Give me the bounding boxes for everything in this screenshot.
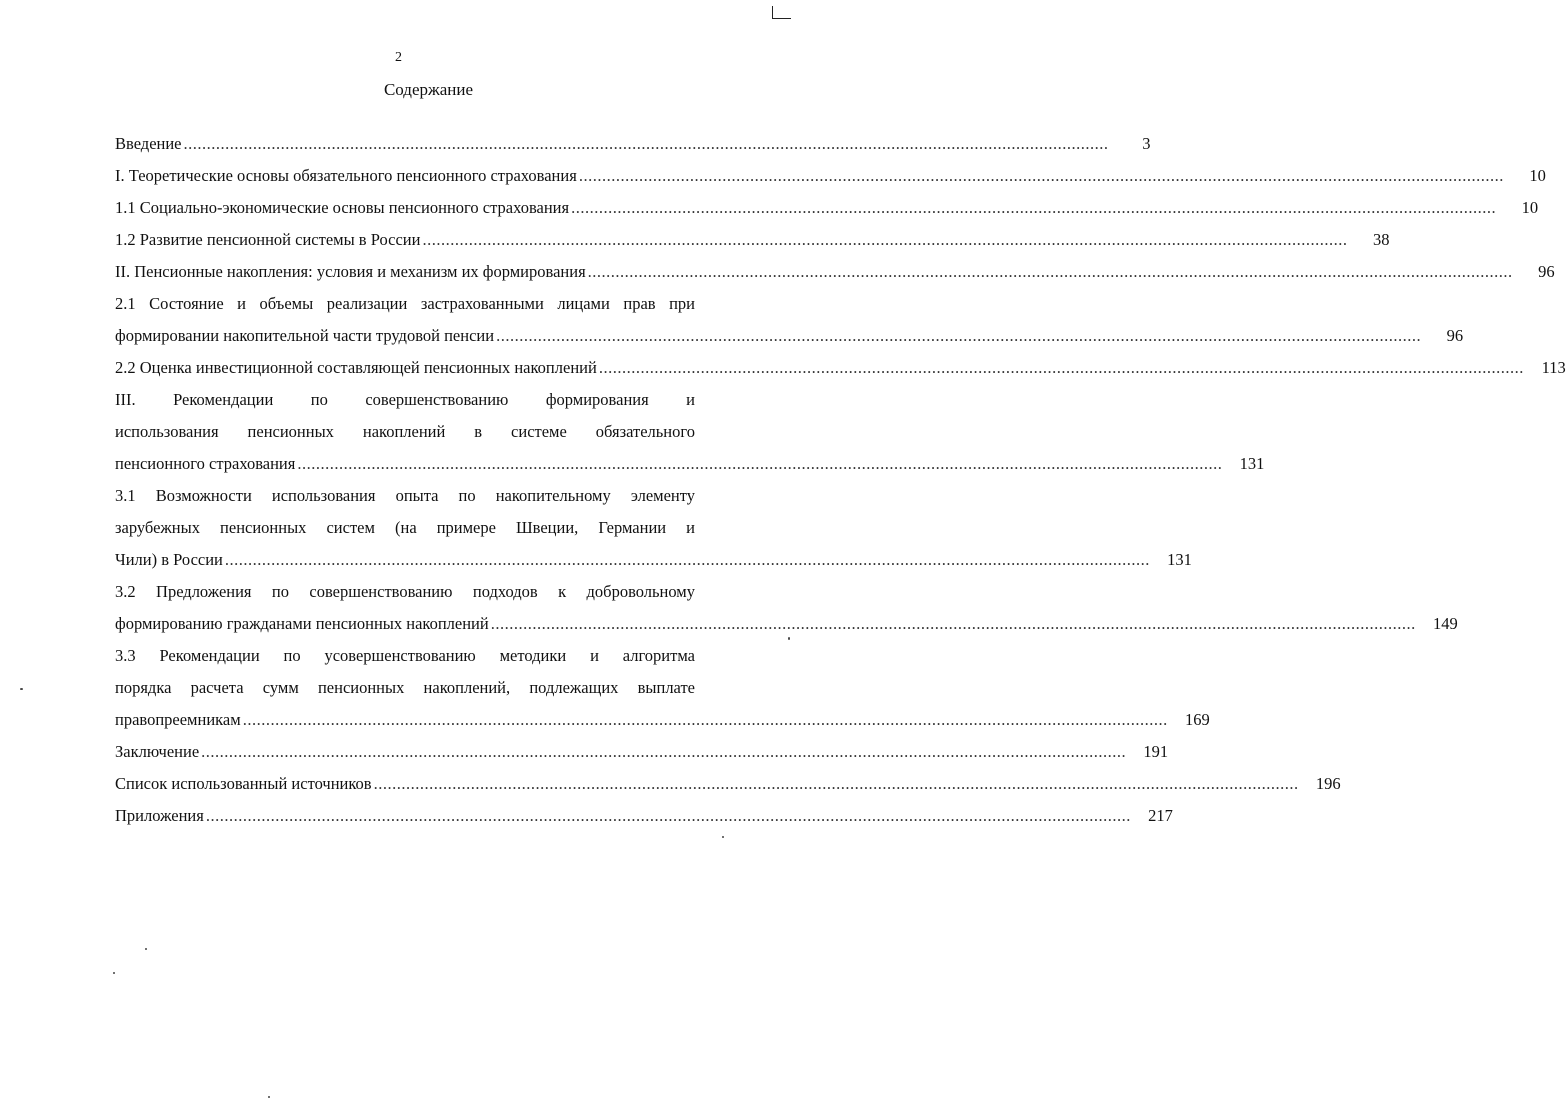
toc-leader-dots: ........................................................................................................................................................................................................ (422, 230, 1348, 249)
toc-leader-dots: ........................................................................................................................................................................................................ (242, 710, 1168, 729)
toc-page-number: 149 (1432, 614, 1458, 633)
toc-page-number: 3 (1142, 134, 1151, 153)
scan-speck (268, 1096, 270, 1098)
toc-leader-dots: ........................................................................................................................................................................................................ (373, 774, 1299, 793)
toc-entry-title: Список использованный источников (115, 774, 372, 793)
toc-page-number: 10 (1529, 166, 1546, 185)
toc-entry (115, 480, 1192, 576)
toc-row (115, 352, 1566, 384)
toc-entry (115, 224, 1390, 256)
toc-entry (115, 256, 1555, 288)
toc-page-number: 38 (1372, 230, 1390, 249)
toc-leader-dots: ........................................................................................................................................................................................................ (224, 550, 1150, 569)
toc-row (115, 160, 1546, 192)
toc-leader-dots: ........................................................................................................................................................................................................ (183, 134, 1109, 153)
toc-entry-line: 3.2 Предложения по совершенствованию подходов к добровольному (115, 582, 695, 601)
toc-entry-title: Чили) в России (115, 550, 223, 569)
corner-mark (772, 6, 787, 19)
toc-page-number: 196 (1315, 774, 1341, 793)
scan-speck (722, 836, 724, 838)
toc-page-number: 131 (1239, 454, 1265, 473)
toc-leader-dots: ........................................................................................................................................................................................................ (496, 326, 1422, 345)
toc-entry-line: 3.3 Рекомендации по усовершенствованию методики и алгоритма (115, 646, 695, 665)
toc-page-number: 217 (1148, 806, 1173, 825)
toc-entry-line: использования пенсионных накоплений в системе обязательного (115, 422, 695, 441)
toc-entry-title: 1.2 Развитие пенсионной системы в России (115, 230, 421, 249)
scan-speck (20, 688, 23, 690)
toc-row (115, 768, 1341, 800)
toc-page-number: 113 (1541, 358, 1566, 377)
toc-row (115, 224, 1390, 256)
toc-entry-title: Приложения (115, 806, 204, 825)
toc-entry-title: правопреемникам (115, 710, 241, 729)
toc-page-number: 10 (1521, 198, 1539, 217)
toc-entry-title: 1.1 Социально-экономические основы пенсионного страхования (115, 198, 570, 217)
toc-page-number: 96 (1538, 262, 1555, 281)
toc-entry-title: пенсионного страхования (115, 454, 296, 473)
toc-entry (115, 800, 1173, 832)
toc-entry (115, 640, 1210, 736)
toc-row (115, 704, 1210, 736)
scan-speck (788, 637, 790, 640)
toc-entry (115, 352, 1566, 384)
toc-entry-title: формировании накопительной части трудовой пенсии (115, 326, 495, 345)
toc-row (115, 192, 1539, 224)
toc-entry-line: зарубежных пенсионных систем (на примере Швеции, Германии и (115, 518, 695, 537)
toc-entry (115, 192, 1539, 224)
toc-entry-title: формированию гражданами пенсионных накоплений (115, 614, 489, 633)
toc-row (115, 320, 1464, 352)
table-of-contents (115, 128, 1566, 832)
toc-entry (115, 288, 1464, 352)
toc-row (115, 608, 1458, 640)
toc-leader-dots: ........................................................................................................................................................................................................ (297, 454, 1223, 473)
toc-row (115, 448, 1265, 480)
toc-row (115, 544, 1192, 576)
toc-row (115, 256, 1555, 288)
toc-page-number: 131 (1167, 550, 1192, 569)
toc-leader-dots: ........................................................................................................................................................................................................ (578, 166, 1504, 185)
toc-entry-title: Введение (115, 134, 182, 153)
toc-leader-dots: ........................................................................................................................................................................................................ (490, 614, 1416, 633)
toc-entry-line: 3.1 Возможности использования опыта по накопительному элементу (115, 486, 695, 505)
toc-row (115, 800, 1173, 832)
toc-page-number: 191 (1143, 742, 1169, 761)
toc-leader-dots: ........................................................................................................................................................................................................ (201, 742, 1127, 761)
toc-page-number: 169 (1184, 710, 1210, 729)
toc-leader-dots: ........................................................................................................................................................................................................ (598, 358, 1524, 377)
page-number: 2 (395, 50, 402, 65)
toc-entry-line: III. Рекомендации по совершенствованию формирования и (115, 390, 695, 409)
toc-entry (115, 384, 1265, 480)
scan-speck (145, 948, 147, 950)
toc-entry (115, 736, 1169, 768)
toc-leader-dots: ........................................................................................................................................................................................................ (205, 806, 1131, 825)
toc-entry-title: II. Пенсионные накопления: условия и механизм их формирования (115, 262, 586, 281)
toc-leader-dots: ........................................................................................................................................................................................................ (587, 262, 1513, 281)
toc-entry-title: 2.2 Оценка инвестиционной составляющей пенсионных накоплений (115, 358, 597, 377)
toc-entry (115, 128, 1151, 160)
toc-entry-line: 2.1 Состояние и объемы реализации застрахованными лицами прав при (115, 294, 695, 313)
toc-entry-title: Заключение (115, 742, 200, 761)
toc-row (115, 128, 1151, 160)
toc-leader-dots: ........................................................................................................................................................................................................ (571, 198, 1497, 217)
toc-entry (115, 768, 1341, 800)
scan-speck (113, 972, 115, 974)
toc-entry (115, 576, 1458, 640)
page-title: Содержание (383, 80, 474, 99)
toc-entry-title: I. Теоретические основы обязательного пенсионного страхования (115, 166, 577, 185)
toc-page-number: 96 (1446, 326, 1464, 345)
toc-entry (115, 160, 1546, 192)
toc-row (115, 736, 1169, 768)
toc-entry-line: порядка расчета сумм пенсионных накоплений, подлежащих выплате (115, 678, 695, 697)
